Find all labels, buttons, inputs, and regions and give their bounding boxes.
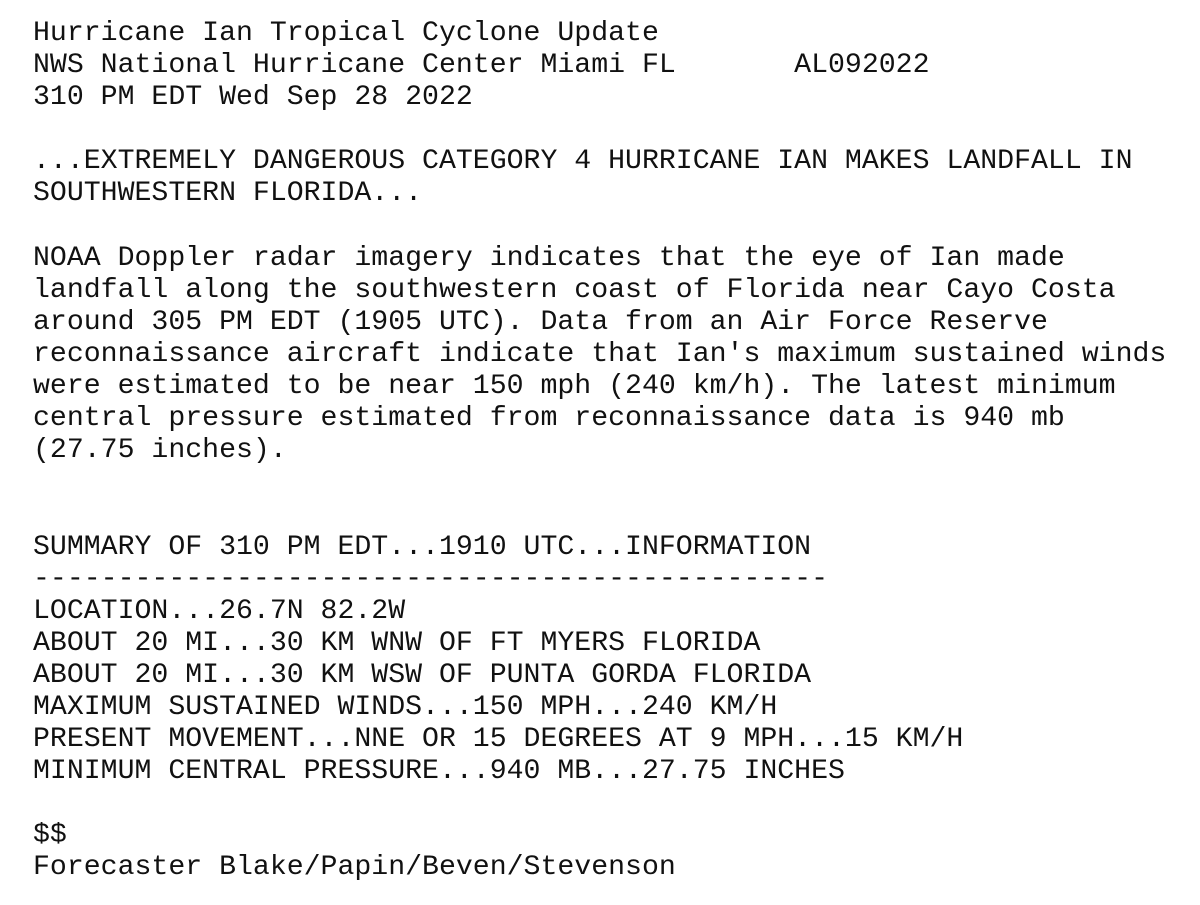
spacer	[33, 467, 1200, 499]
summary-item: PRESENT MOVEMENT...NNE OR 15 DEGREES AT 9 MPH...15 KM/H	[33, 724, 964, 756]
headline-line: ...EXTREMELY DANGEROUS CATEGORY 4 HURRICANE IAN MAKES LANDFALL IN	[33, 146, 1133, 178]
spacer	[33, 788, 1200, 820]
summary-heading: SUMMARY OF 310 PM EDT...1910 UTC...INFORMATION	[33, 531, 812, 563]
issue-time: 310 PM EDT Wed Sep 28 2022	[33, 82, 473, 114]
body-line: (27.75 inches).	[33, 435, 287, 467]
body-line: around 305 PM EDT (1905 UTC). Data from an Air Force Reserve	[33, 306, 1048, 338]
body-line: reconnaissance aircraft indicate that Ian's maximum sustained winds	[33, 338, 1167, 370]
spacer	[33, 499, 1200, 531]
summary-item: ABOUT 20 MI...30 KM WSW OF PUNTA GORDA FLORIDA	[33, 659, 812, 691]
product-title: Hurricane Ian Tropical Cyclone Update	[33, 18, 659, 49]
spacer	[33, 114, 1200, 146]
spacer	[33, 211, 1200, 243]
body-line: NOAA Doppler radar imagery indicates that the eye of Ian made	[33, 242, 1065, 274]
end-marker: $$	[33, 820, 67, 852]
headline-line: SOUTHWESTERN FLORIDA...	[33, 178, 423, 210]
summary-item: MAXIMUM SUSTAINED WINDS...150 MPH...240 KM/H	[33, 691, 778, 723]
forecaster-line: Forecaster Blake/Papin/Beven/Stevenson	[33, 852, 676, 884]
body-line: were estimated to be near 150 mph (240 km/h). The latest minimum	[33, 371, 1116, 403]
summary-rule: -----------------------------------------------	[33, 563, 829, 595]
body-line: central pressure estimated from reconnaissance data is 940 mb	[33, 403, 1065, 435]
body-line: landfall along the southwestern coast of Florida near Cayo Costa	[33, 274, 1116, 306]
office-line: NWS National Hurricane Center Miami FL AL092022	[33, 50, 930, 82]
summary-item: MINIMUM CENTRAL PRESSURE...940 MB...27.75 INCHES	[33, 756, 845, 788]
summary-item: LOCATION...26.7N 82.2W	[33, 595, 406, 627]
summary-item: ABOUT 20 MI...30 KM WNW OF FT MYERS FLORIDA	[33, 627, 761, 659]
